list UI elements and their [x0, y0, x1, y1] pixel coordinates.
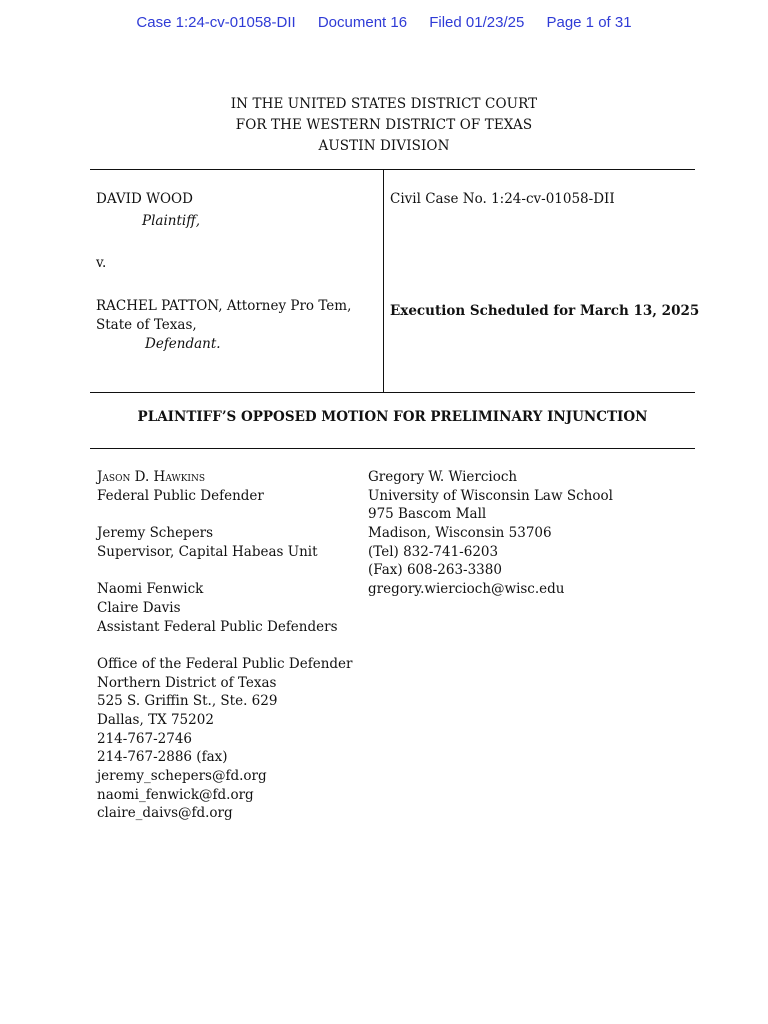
versus-label: v.: [96, 255, 107, 271]
email-address: naomi_fenwick@fd.org: [97, 786, 254, 803]
case-number-stamp: Case 1:24-cv-01058-DII: [136, 14, 296, 31]
counsel-title: Supervisor, Capital Habeas Unit: [97, 543, 318, 560]
case-caption-box: [90, 169, 700, 393]
caption-divider: [383, 170, 384, 392]
ecf-filing-header: [0, 14, 768, 31]
office-phone: 214-767-2746: [97, 730, 193, 747]
defendant-name: RACHEL PATTON, Attorney Pro Tem,: [96, 298, 352, 314]
office-name: Office of the Federal Public Defender: [97, 655, 353, 672]
defendant-state: State of Texas,: [96, 317, 197, 333]
execution-date: Execution Scheduled for March 13, 2025: [390, 303, 700, 319]
affiliation-phone: (Tel) 832-741-6203: [368, 543, 499, 560]
document-number-stamp: Document 16: [317, 14, 408, 31]
counsel-name: Jason D. Hawkins: [97, 469, 206, 485]
court-line-1: IN THE UNITED STATES DISTRICT COURT: [230, 96, 538, 112]
court-line-3: AUSTIN DIVISION: [318, 138, 450, 154]
email-address: jeremy_schepers@fd.org: [97, 768, 267, 784]
plaintiff-name: DAVID WOOD: [96, 191, 193, 207]
office-fax: 214-767-2886 (fax): [97, 749, 228, 766]
office-district: Northern District of Texas: [97, 674, 277, 691]
defendant-role: Defendant.: [145, 336, 221, 352]
counsel-name: Jeremy Schepers: [97, 525, 214, 542]
court-heading: [0, 94, 768, 157]
affiliation-street: 975 Bascom Mall: [368, 506, 487, 523]
office-street: 525 S. Griffin St., Ste. 629: [97, 693, 278, 710]
office-city: Dallas, TX 75202: [97, 711, 214, 728]
counsel-block-right: [368, 468, 613, 599]
filed-date-stamp: Filed 01/23/25: [429, 14, 525, 31]
email-address: gregory.wiercioch@wisc.edu: [368, 581, 565, 598]
counsel-title: Assistant Federal Public Defenders: [97, 618, 338, 635]
civil-case-number: Civil Case No. 1:24-cv-01058-DII: [390, 191, 615, 207]
counsel-name: Naomi Fenwick: [97, 581, 204, 598]
counsel-name: Gregory W. Wiercioch: [368, 469, 518, 485]
motion-title: PLAINTIFF’S OPPOSED MOTION FOR PRELIMINARY INJUNCTION: [137, 409, 648, 425]
counsel-affiliation: University of Wisconsin Law School: [368, 487, 613, 504]
email-address: claire_daivs@fd.org: [97, 805, 233, 822]
title-rule: [90, 448, 695, 449]
page-count-stamp: Page 1 of 31: [546, 14, 632, 31]
affiliation-city: Madison, Wisconsin 53706: [368, 525, 552, 542]
court-line-2: FOR THE WESTERN DISTRICT OF TEXAS: [235, 117, 533, 133]
plaintiff-role: Plaintiff,: [142, 213, 201, 229]
affiliation-fax: (Fax) 608-263-3380: [368, 562, 502, 579]
counsel-block-left: [97, 468, 352, 823]
counsel-title: Federal Public Defender: [97, 487, 264, 504]
counsel-name: Claire Davis: [97, 599, 181, 616]
